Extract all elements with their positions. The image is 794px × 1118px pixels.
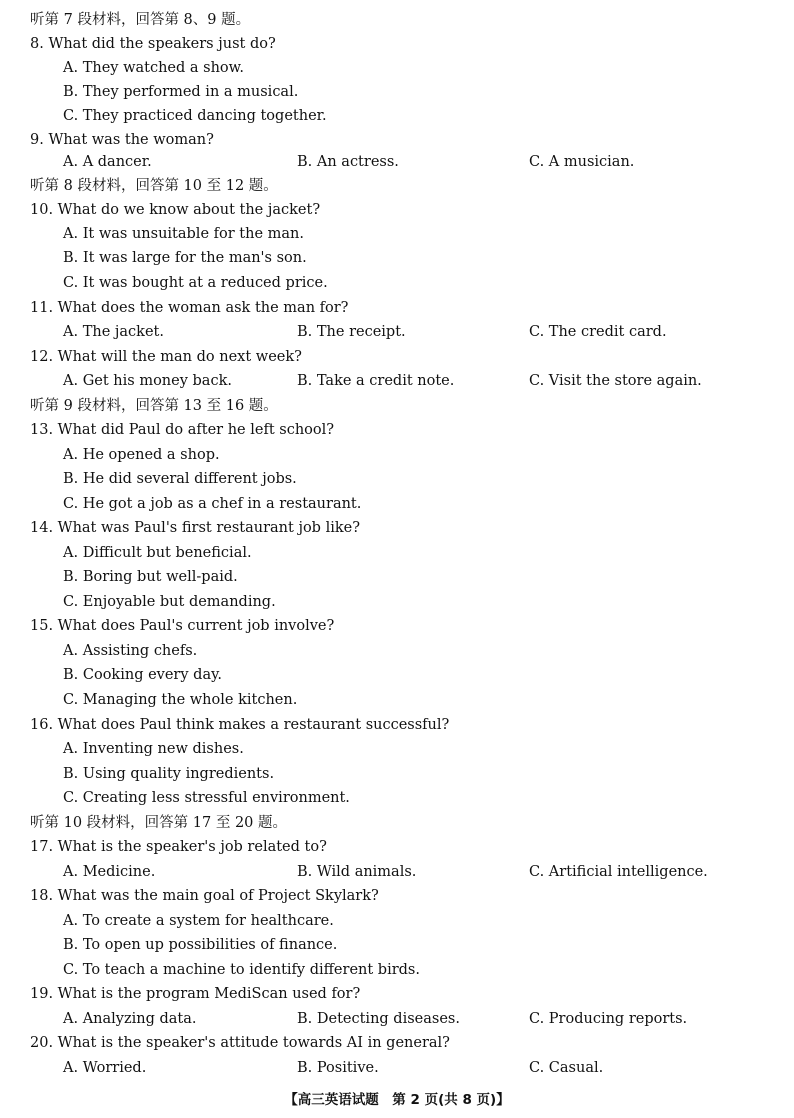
option-14c: C. Enjoyable but demanding.: [63, 594, 276, 610]
question-18: 18. What was the main goal of Project Skylark?: [30, 888, 379, 904]
options-row-19: [0, 1007, 794, 1031]
option-20a: A. Worried.: [63, 1060, 147, 1076]
option-12b: B. Take a credit note.: [297, 373, 455, 389]
option-9a: A. A dancer.: [63, 154, 152, 170]
option-17c: C. Artificial intelligence.: [529, 864, 708, 880]
option-15a: A. Assisting chefs.: [63, 643, 198, 659]
option-18b: B. To open up possibilities of finance.: [63, 937, 338, 953]
options-row-17: [0, 860, 794, 884]
option-19b: B. Detecting diseases.: [297, 1011, 460, 1027]
options-row-11: [0, 320, 794, 344]
option-19c: C. Producing reports.: [529, 1011, 688, 1027]
option-8b: B. They performed in a musical.: [63, 84, 299, 100]
section-heading-9: 听第 9 段材料，回答第 13 至 16 题。: [30, 398, 278, 414]
option-8a: A. They watched a show.: [63, 60, 244, 76]
question-8: 8. What did the speakers just do?: [30, 36, 276, 52]
option-11b: B. The receipt.: [297, 324, 406, 340]
option-17a: A. Medicine.: [63, 864, 156, 880]
option-11a: A. The jacket.: [63, 324, 164, 340]
question-11: 11. What does the woman ask the man for?: [30, 300, 349, 316]
option-9c: C. A musician.: [529, 154, 635, 170]
question-15: 15. What does Paul's current job involve?: [30, 618, 335, 634]
question-16: 16. What does Paul think makes a restaurant successful?: [30, 717, 450, 733]
option-13c: C. He got a job as a chef in a restaurant.: [63, 496, 362, 512]
question-14: 14. What was Paul's first restaurant job like?: [30, 520, 360, 536]
option-11c: C. The credit card.: [529, 324, 667, 340]
option-15b: B. Cooking every day.: [63, 667, 222, 683]
options-row-9: [0, 150, 794, 174]
option-9b: B. An actress.: [297, 154, 399, 170]
option-18c: C. To teach a machine to identify different birds.: [63, 962, 420, 978]
option-12c: C. Visit the store again.: [529, 373, 702, 389]
option-13a: A. He opened a shop.: [63, 447, 220, 463]
option-14b: B. Boring but well-paid.: [63, 569, 238, 585]
option-16b: B. Using quality ingredients.: [63, 766, 275, 782]
option-10c: C. It was bought at a reduced price.: [63, 275, 328, 291]
option-16a: A. Inventing new dishes.: [63, 741, 244, 757]
question-17: 17. What is the speaker's job related to?: [30, 839, 327, 855]
option-10b: B. It was large for the man's son.: [63, 250, 307, 266]
option-19a: A. Analyzing data.: [63, 1011, 197, 1027]
option-15c: C. Managing the whole kitchen.: [63, 692, 298, 708]
question-19: 19. What is the program MediScan used for?: [30, 986, 361, 1002]
option-12a: A. Get his money back.: [63, 373, 232, 389]
option-17b: B. Wild animals.: [297, 864, 417, 880]
section-heading-7: 听第 7 段材料，回答第 8、9 题。: [30, 12, 251, 28]
option-8c: C. They practiced dancing together.: [63, 108, 327, 124]
options-row-20: [0, 1056, 794, 1080]
question-10: 10. What do we know about the jacket?: [30, 202, 321, 218]
option-20b: B. Positive.: [297, 1060, 379, 1076]
option-20c: C. Casual.: [529, 1060, 604, 1076]
section-heading-10: 听第 10 段材料，回答第 17 至 20 题。: [30, 815, 288, 831]
question-20: 20. What is the speaker's attitude towards AI in general?: [30, 1035, 450, 1051]
page-footer: 【高三英语试题 第 2 页(共 8 页)】: [284, 1092, 510, 1108]
option-16c: C. Creating less stressful environment.: [63, 790, 350, 806]
question-12: 12. What will the man do next week?: [30, 349, 302, 365]
option-10a: A. It was unsuitable for the man.: [63, 226, 304, 242]
section-heading-8: 听第 8 段材料，回答第 10 至 12 题。: [30, 178, 278, 194]
question-13: 13. What did Paul do after he left school?: [30, 422, 335, 438]
option-18a: A. To create a system for healthcare.: [63, 913, 334, 929]
option-14a: A. Difficult but beneficial.: [63, 545, 252, 561]
option-13b: B. He did several different jobs.: [63, 471, 297, 487]
options-row-12: [0, 369, 794, 393]
question-9: 9. What was the woman?: [30, 132, 214, 148]
